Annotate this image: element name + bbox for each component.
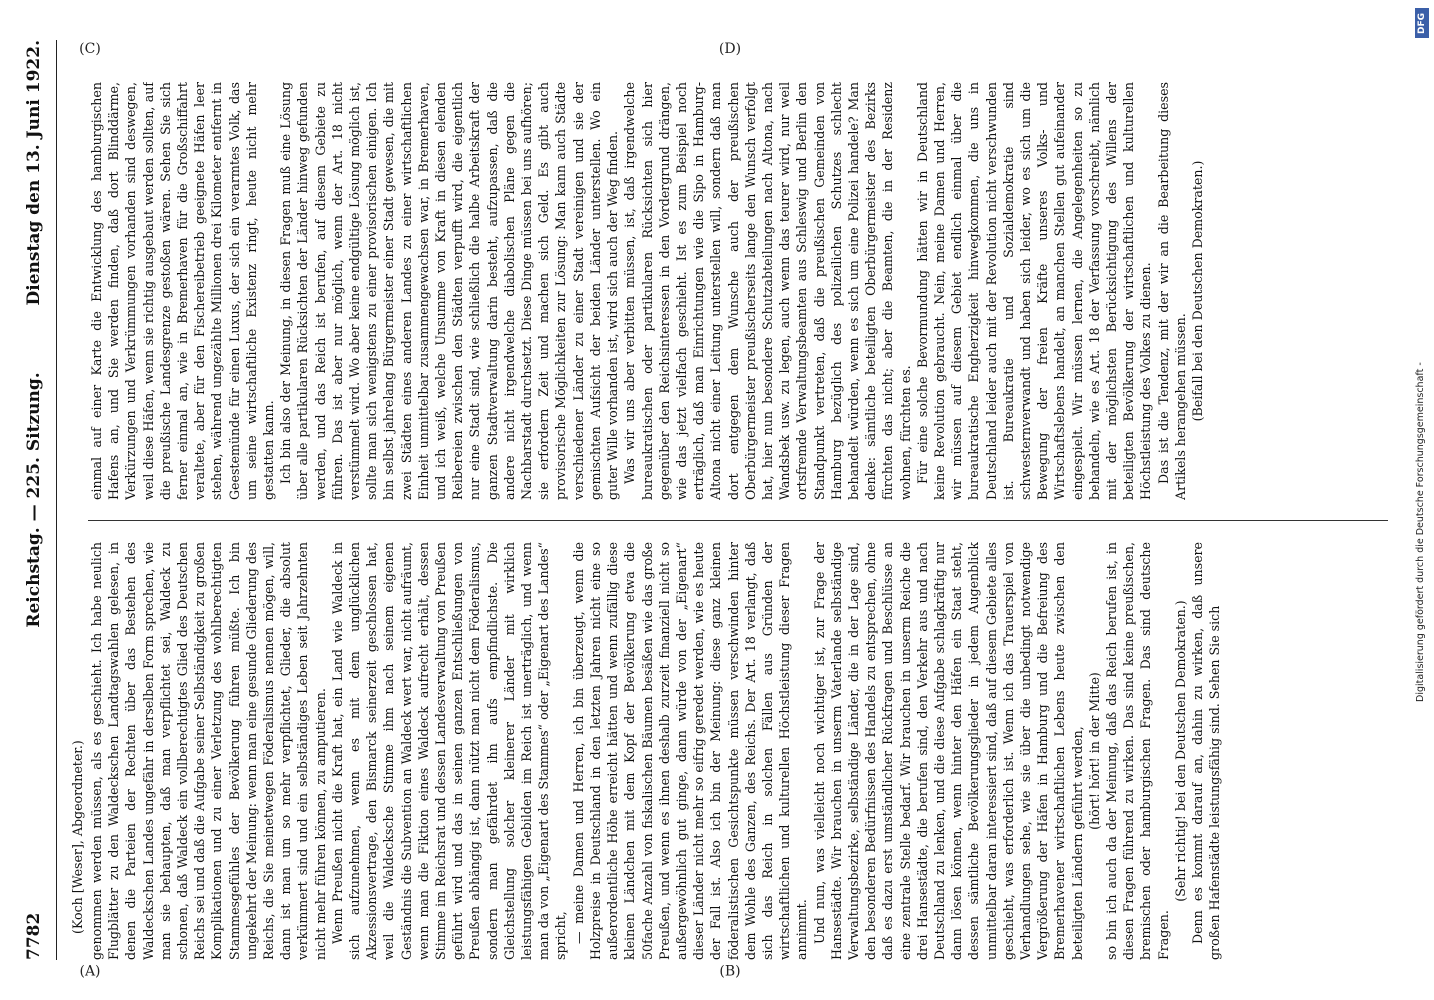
speaker-note: (Koch [Weser], Abgeordneter.) [70, 740, 85, 934]
interjection: (hört! hört! in der Mitte) [1086, 672, 1102, 830]
left-column [88, 542, 1378, 960]
header-rule [56, 40, 57, 960]
paragraph: Und nun, was vielleicht noch wichtiger ist, zur Frage der Hansestädte. Wir brauchen in unserm Vaterlande selbständige Verwaltungsbezirke, selbständige Länder, die in der Lage sind, den besonderen Bedürfnissen des Handels zu entsprechen, ohne daß es dazu erst umständlicher Rückfragen und Beschlüsse an eine zentrale Stelle bedarf. Wir brauchen in unserm Reiche die drei Hansestädte, die berufen sind, den Verkehr aus und nach Deutschland zu lenken, und die diese Aufgabe schlagkräftig nur dann lösen können, wenn hinter den Häfen ein Staat steht, dessen sämtliche Bevölkerungsglieder in jedem Augenblick unmittelbar daran interessiert sind, daß auf diesem Gebiete alles geschieht, was erforderlich ist. Wenn ich das Trauerspiel von Verhandlungen sehe, wie sie über die unbedingt notwendige Vergrößerung der Häfen in Hamburg und die Befreiung des Bremerhavener wirtschaftlichen Lebens heute zwischen den beteiligten Ländern geführt werden, [811, 542, 1085, 960]
dfg-logo: DFG [1415, 8, 1429, 38]
margin-marker-a: (A) [79, 963, 101, 980]
interjection: (Sehr richtig! bei den Deutschen Demokraten.) [1172, 600, 1188, 902]
margin-marker-c: (C) [79, 41, 101, 58]
session-date: Dienstag den 13. Juni 1922. [24, 40, 44, 306]
interjection: (Beifall bei den Deutschen Demokraten.) [1190, 160, 1205, 422]
paragraph: Ich bin also der Meinung, in diesen Fragen muß eine Lösung über alle partikularen Rücksichten der Länder hinweg gefunden werden, und das Reich ist berufen, auf diesem Gebiete zu führen. Das ist aber nur möglich, wenn der Art. 18 nicht verstümmelt wird. Wo aber keine endgültige Lösung möglich ist, sollte man sich wenigstens zu einer provisorischen einigen. Ich bin selbst jahrelang Bürgermeister einer Stadt gewesen, die mit zwei Städten eines anderen Landes zu einer wirtschaftlichen Einheit unmittelbar zusammengewachsen war, in Bremerhaven, und ich weiß, welche Unsumme von Kraft in diesen elenden Reibereien zwischen den Städten verpufft wird, die eigentlich nur eine Stadt sind, wie schließlich die halbe Arbeitskraft der ganzen Stadtverwaltung darin besteht, aufzupassen, daß die andere nicht irgendwelche diabolischen Pläne gegen die Nachbarstadt durchsetzt. Diese Dinge müssen bei uns aufhören; sie erfordern Zeit und machen sich Geld. Es gibt auch provisorische Möglichkeiten zur Lösung: Man kann auch Städte verschiedener Länder zu einer Stadt vereinigen und sie der gemischten Aufsicht der beiden Länder unterstellen. Wo ein guter Wille vorhanden ist, wird sich auch der Weg finden. [278, 82, 621, 500]
paragraph: Was wir uns aber verbitten müssen, ist, daß irgendwelche bureaukratischen oder partikularen Rücksichten sich hier gegenüber den Reichsinteressen in den Vordergrund drängen, wie das jetzt vielfach geschieht. Ist es zum Beispiel noch erträglich, daß man Einrichtungen wie die Sipo in Hamburg-Altona nicht einer Leitung unterstellen will, sondern daß man dort entgegen dem Wunsche auch der preußischen Oberbürgermeister preußischerseits lange den Wunsch verfolgt hat, hier nun besondere Schutzabteilungen nach Altona, nach Wandsbek usw. zu legen, auch wenn das teurer wird, nur weil ortsfremde Verwaltungsbeamten aus Schleswig und Berlin den Standpunkt vertreten, daß die preußischen Gemeinden von Hamburg bezüglich des polizeilichen Schutzes schlecht behandelt würden, wenn es sich um eine Polizei handele? Man denke: sämtliche beteiligten Oberbürgermeister des Bezirks fürchten das nicht; aber die Beamten, die in der Residenz wohnen, fürchten es. [622, 82, 913, 500]
paragraph: so bin ich auch da der Meinung, daß das Reich berufen ist, in diesen Fragen führend zu wirken. Das sind keine preußischen, bremischen oder hamburgischen Fragen. Das sind deutsche Fragen. [1103, 542, 1171, 960]
margin-marker-d: (D) [718, 40, 742, 57]
session-title: Reichstag. — 225. Sitzung. [24, 372, 44, 628]
paragraph: einmal auf einer Karte die Entwicklung des hamburgischen Hafens an, und Sie werden finden, daß dort Blinddärme, Verkürzungen und Verkrümmungen vorhanden sind deswegen, weil diese Häfen, wenn sie richtig ausgebaut werden sollten, auf die preußische Landesgrenze gestoßen wären. Sehen Sie sich ferner einmal an, wie in Bremerhaven für die Großschiffahrt veraltete, aber für den Fischereibetrieb geeignete Häfen leer stehen, während ungezählte Millionen drei Kilometer entfernt in Geestemünde für einen Luxus, der sich ein verarmtes Volk, das um seine wirtschaftliche Existenz ringt, heute nicht mehr gestatten kann. [89, 82, 277, 500]
margin-marker-b: (B) [719, 963, 741, 980]
paragraph: genommen werden müssen, als es geschieht. Ich habe neulich Flugblätter zu den Waldeckschen Landtagswahlen gelesen, in denen die Parteien der Rechten über das Bestehen des Waldeckschen Landes ungefähr in derselben Form sprechen, wie man sie behaupten, daß man verpflichtet sei, Waldeck zu schonen, daß Waldeck ein vollberechtigtes Glied des Deutschen Reichs sei und daß die Aufgabe seiner Selbständigkeit zu großen Komplikationen und zu einer Verletzung des wohlberechtigten Stammesgefühles der Bevölkerung führen müßte. Ich bin ungekehrt der Meinung: wenn man eine gesunde Gliederung des Reichs, die Sie meinetwegen Föderalismus nennen mögen, will, dann ist man um so mehr verpflichtet, Glieder, die absolut verkümmert sind und ein selbständiges Leben seit Jahrzehnten nicht mehr führen können, zu amputieren. [89, 542, 328, 960]
paragraph: Das ist die Tendenz, mit der wir an die Bearbeitung dieses Artikels herangehen müssen. [1155, 82, 1188, 500]
page-header [20, 40, 50, 960]
paragraph: — meine Damen und Herren, ich bin überzeugt, wenn die Holzpreise in Deutschland in den letzten Jahren nicht eine so außerordentliche Höhe erreicht hätten und wenn zufällig diese kleinen Ländchen mit dem Kopf der Bevölkerung etwa die 50fache Anzahl von fiskalischen Bäumen besäßen wie das große Preußen, und wenn es ihnen deshalb zurzeit finanziell nicht so außergewöhnlich gut ginge, dann würde von der „Eigenart“ dieser Länder nicht mehr so eifrig geredet werden, wie es heute der Fall ist. Also ich bin der Meinung: diese ganz kleinen föderalistischen Gesichtspunkte müssen verschwinden hinter dem Wohle des Ganzen, des Reichs. Der Art. 18 verlangt, daß sich das Reich in solchen Fällen aus Gründen der wirtschaftlichen und kulturellen Höchstleistung dieser Fragen annimmt. [570, 542, 810, 960]
page-number: 7782 [24, 912, 44, 960]
paragraph: Für eine solche Bevormundung hätten wir in Deutschland keine Revolution gebraucht. Nein, meine Damen und Herren, wir müssen auf diesem Gebiet endlich einmal über die bureaukratische Engherzigkeit hinwegkommen, die uns in Deutschland leider auch mit der Revolution nicht verschwunden ist. Bureaukratie und Sozialdemokratie sind schwesternverwandt und haben sich leider, wo es sich um die Bewegung der freien Kräfte unseres Volks- und Wirtschaftslebens handelt, an manchen Stellen gut aufeinander eingespielt. Wir müssen lernen, die Angelegenheiten so zu behandeln, wie es Art. 18 der Verfassung vorschreibt, nämlich mit der möglichsten Berücksichtigung des Willens der beteiligten Bevölkerung der wirtschaftlichen und kulturellen Höchstleistung des Volkes zu dienen. [914, 82, 1154, 500]
digitization-sidebar [1404, 0, 1434, 1000]
dfg-credit: Digitalisierung gefördert durch die Deutsche Forschungsgemeinschaft - [1415, 362, 1426, 702]
paragraph: Wenn Preußen nicht die Kraft hat, ein Land wie Waldeck in sich aufzunehmen, wenn es mit dem unglücklichen Akzessionsvertrage, den Bismarck seinerzeit geschlossen hat, weil die Waldecksche Stimme ihm nach seinem eigenen Geständnis die Subvention an Waldeck wert war, nicht aufräumt, wenn man die Fiktion eines Waldeck aufrecht erhält, dessen Stimme im Reichsrat und dessen Landesverwaltung von Preußen geführt wird und das in seinen ganzen Entschließungen von Preußen abhängig ist, dann nützt man nicht dem Föderalismus, sondern man gefährdet ihn aufs empfindlichste. Die Gleichstellung solcher kleinerer Länder mit wirklich leistungsfähigen Gebilden im Reich ist unerträglich, und wenn man da von „Eigenart des Stammes“ oder „Eigenart des Landes“ spricht, [329, 542, 569, 960]
column-divider [88, 520, 1388, 521]
right-column [88, 82, 1378, 500]
paragraph: Denn es kommt darauf an, dahin zu wirken, daß unsere großen Hafenstädte leistungsfähig sind. Sehen Sie sich [1190, 542, 1223, 960]
